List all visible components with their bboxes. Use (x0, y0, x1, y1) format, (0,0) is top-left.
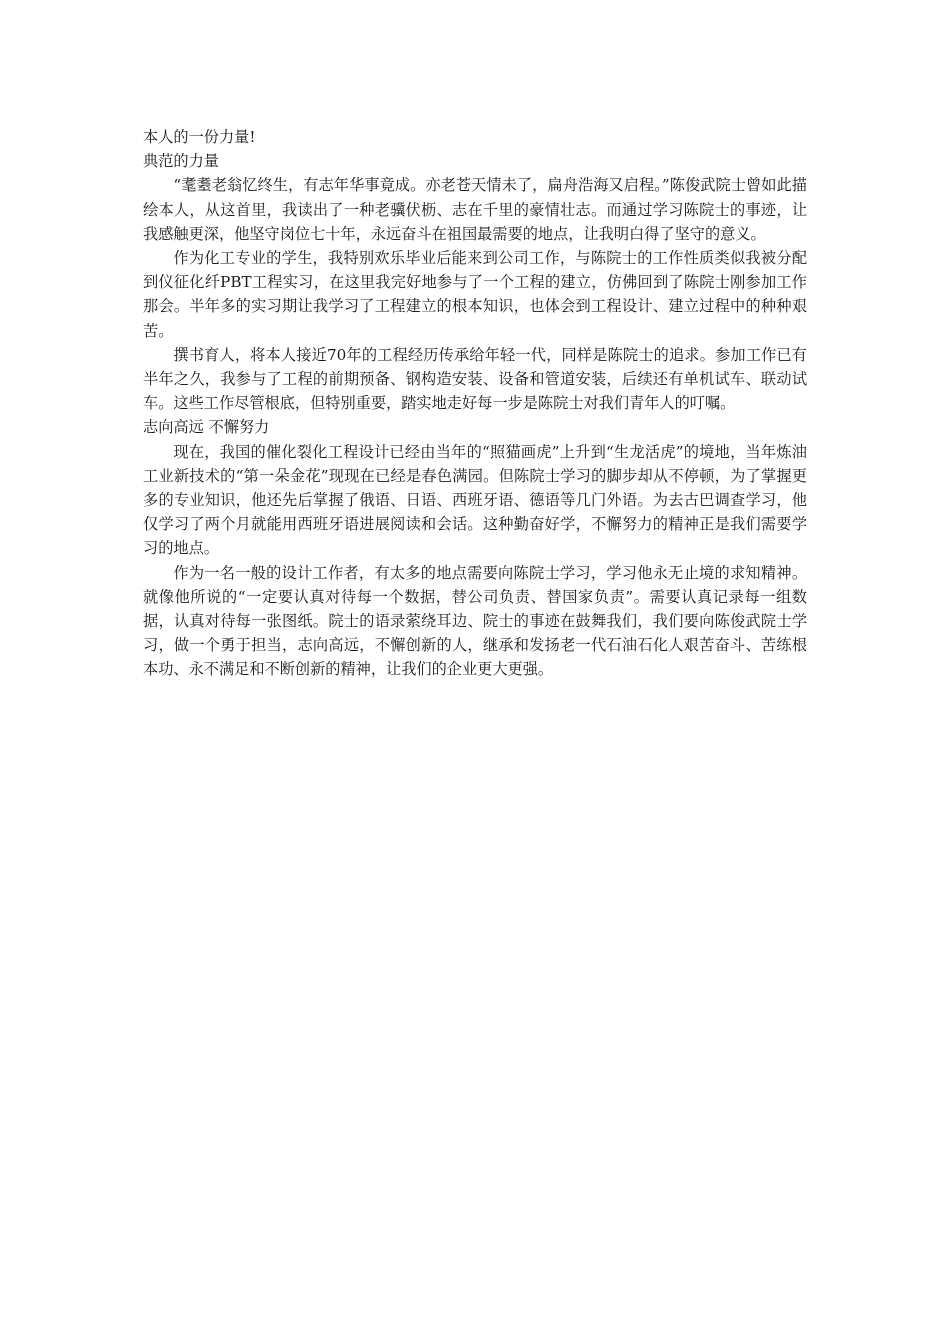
section-heading-role-model: 典范的力量 (143, 152, 219, 171)
paragraph-poem: “耄耋老翁忆终生，有志年华事竟成。亦老苍天情未了，扁舟浩海又启程。”陈俊武院士曾如此描绘本人，从这首里，我读出了一种老骥伏枥、志在千里的豪情壮志。而通过学习陈院士的事迹，让我感触更深，他坚守岗位七十年，永远奋斗在祖国最需要的地点，让我明白得了坚守的意义。 (143, 176, 807, 243)
closing-line: 本人的一份力量! (143, 128, 256, 146)
paragraph-conclusion: 作为一名一般的设计工作者，有太多的地点需要向陈院士学习，学习他永无止境的求知精神。就像他所说的“一定要认真对待每一个数据，替公司负责、替国家负责”。需要认真记录每一组数据，认真对待每一张图纸。院士的语录萦绕耳边、院士的事迹在鼓舞我们，我们要向陈俊武院士学习，做一个勇于担当，志向高远，不懈创新的人，继承和发扬老一代石油石化人艰苦奋斗、苦练根本功、永不满足和不断创新的精神，让我们的企业更大更强。 (143, 563, 807, 679)
paragraph-passing-on: 撰书育人，将本人接近70年的工程经历传承给年轻一代，同样是陈院士的追求。参加工作已有半年之久，我参与了工程的前期预备、钢构造安装、设备和管道安装，后续还有单机试车、联动试车。这些工作尽管根底，但特别重要，踏实地走好每一步是陈院士对我们青年人的叮嘱。 (143, 345, 807, 413)
section-heading-ambition: 志向高远 不懈努力 (143, 418, 270, 437)
paragraph-internship: 作为化工专业的学生，我特别欢乐毕业后能来到公司工作，与陈院士的工作性质类似我被分配到仪征化纤PBT工程实习，在这里我完好地参与了一个工程的建立，仿佛回到了陈院士刚参加工作那会。半年多的实习期让我学习了工程建立的根本知识，也体会到工程设计、建立过程中的种种艰苦。 (143, 249, 807, 340)
document-body (143, 125, 807, 682)
paragraph-learning: 现在，我国的催化裂化工程设计已经由当年的“照猫画虎”上升到“生龙活虎”的境地，当年炼油工业新技术的“第一朵金花”现现在已经是春色满园。但陈院士学习的脚步却从不停顿，为了掌握更多的专业知识，他还先后掌握了俄语、日语、西班牙语、德语等几门外语。为去古巴调查学习，他仅学习了两个月就能用西班牙语进展阅读和会话。这种勤奋好学，不懈努力的精神正是我们需要学习的地点。 (143, 442, 807, 558)
